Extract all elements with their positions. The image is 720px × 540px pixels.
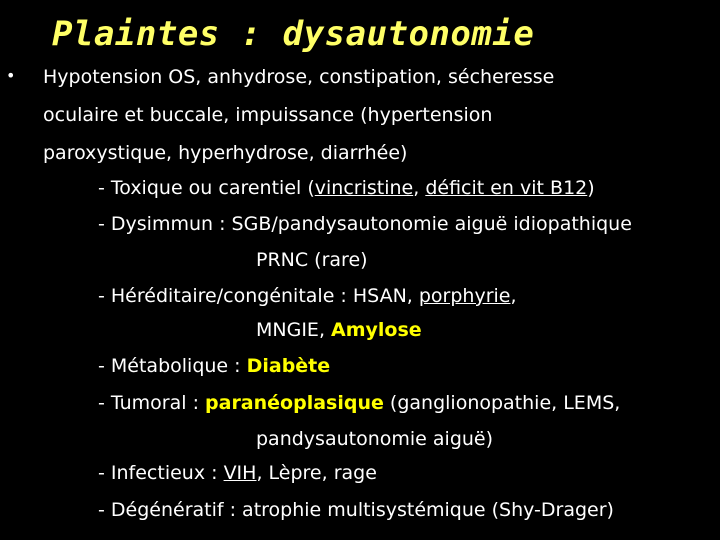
text-line-2: oculaire et buccale, impuissance (hypertension <box>43 104 493 126</box>
metabolique-label: - Métabolique : <box>98 355 247 377</box>
deficit-b12-text: déficit en vit B12 <box>425 177 588 199</box>
text-line-1: Hypotension OS, anhydrose, constipation, sécheresse <box>43 66 555 88</box>
text-line-prnc: PRNC (rare) <box>256 249 368 271</box>
diabete-highlight: Diabète <box>246 355 331 377</box>
text-line-tumoral <box>98 391 620 415</box>
vih-text: VIH <box>223 462 257 484</box>
comma-trail: , <box>510 285 517 307</box>
text-line-infectieux <box>98 461 377 485</box>
text-line-toxique <box>98 176 595 200</box>
comma-sep: , <box>413 177 426 199</box>
toxique-label: - Toxique ou carentiel ( <box>98 177 315 199</box>
slide-title: Plaintes : dysautonomie <box>52 14 535 54</box>
vincristine-text: vincristine <box>314 177 414 199</box>
tumoral-details: (ganglionopathie, LEMS, <box>383 392 621 414</box>
infectieux-label: - Infectieux : <box>98 462 224 484</box>
close-paren: ) <box>587 177 595 199</box>
amylose-highlight: Amylose <box>331 319 422 341</box>
text-line-hereditaire <box>98 284 517 308</box>
paraneoplasique-highlight: paranéoplasique <box>205 392 384 414</box>
bullet-marker: • <box>6 66 16 85</box>
infectieux-rest: , Lèpre, rage <box>256 462 377 484</box>
text-line-metabolique <box>98 354 330 378</box>
hereditaire-label: - Héréditaire/congénitale : HSAN, <box>98 285 419 307</box>
mngie-text: MNGIE, <box>256 319 332 341</box>
porphyrie-text: porphyrie <box>418 285 511 307</box>
text-line-mngie <box>256 318 422 342</box>
text-line-3: paroxystique, hyperhydrose, diarrhée) <box>43 142 408 164</box>
text-line-dysimmun: - Dysimmun : SGB/pandysautonomie aiguë idiopathique <box>98 213 632 235</box>
tumoral-label: - Tumoral : <box>98 392 206 414</box>
text-line-pandysautonomie: pandysautonomie aiguë) <box>256 428 494 450</box>
text-line-degeneratif: - Dégénératif : atrophie multisystémique (Shy-Drager) <box>98 499 614 521</box>
